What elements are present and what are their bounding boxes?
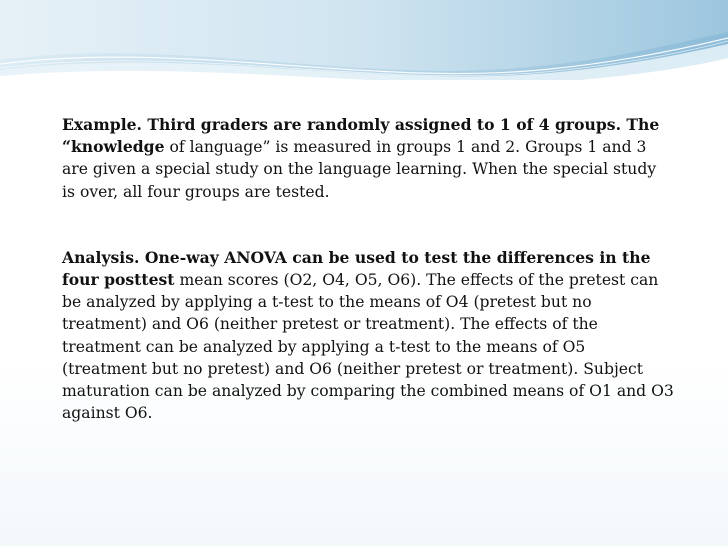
example-bold-lead: Example. Third graders are randomly assigned to 1 of 4 groups. The “knowledge [62, 115, 660, 157]
analysis-text: mean scores (O2, O4, O5, O6). The effects of the pretest can be analyzed by applying a t-test to the means of O4 (pretest but no treatment) and O6 (neither pretest or treatment). The effects of the treatment can be analyzed by applying a t-test to the means of O5 (treatment but no pretest) and O6 (neither pretest or treatment). Subject maturation can be analyzed by comparing the combined means of O1 and O3 against O6. [62, 271, 674, 423]
example-paragraph [62, 114, 674, 203]
header-wave-band [0, 0, 728, 92]
wave-decoration [0, 0, 728, 92]
example-text: of language” is measured in groups 1 and 2. Groups 1 and 3 are given a special study on the language learning. When the special study is over, all four groups are tested. [62, 138, 657, 201]
analysis-bold-lead: Analysis. One-way ANOVA can be used to test the differences in the four posttest [62, 247, 651, 290]
slide-content [62, 114, 674, 424]
analysis-paragraph [62, 247, 674, 425]
